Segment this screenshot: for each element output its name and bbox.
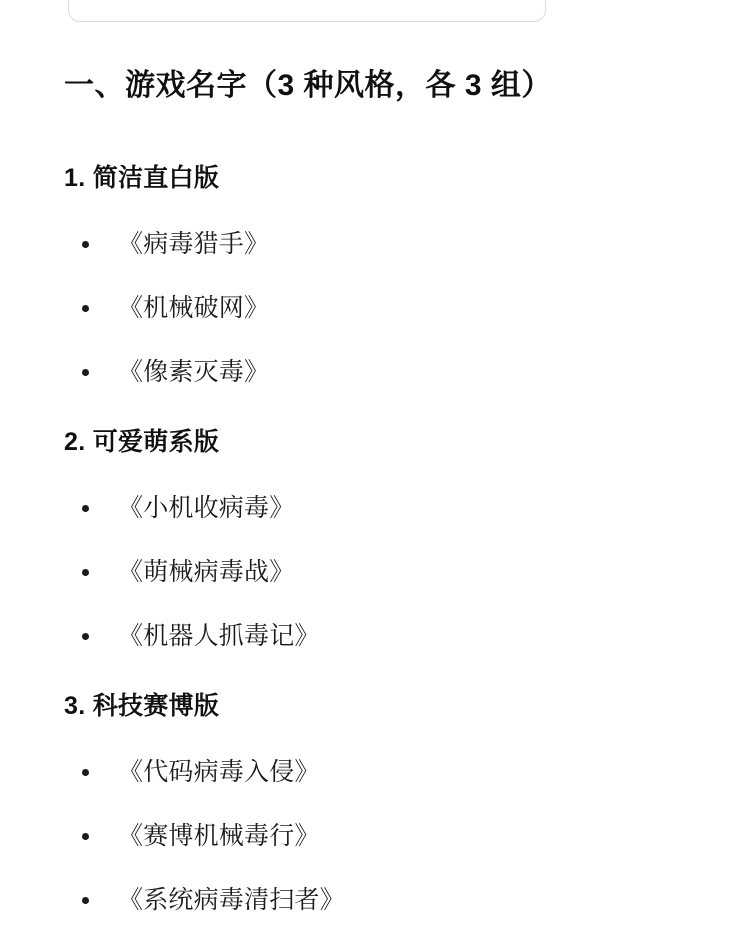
name-list-3 [64,740,684,932]
list-item: 《系统病毒清扫者》 [64,868,684,932]
list-item: 《机械破网》 [64,276,684,340]
name-list-1 [64,212,684,404]
group-heading-3: 3. 科技赛博版 [64,692,220,720]
name-list-2 [64,476,684,668]
list-item: 《代码病毒入侵》 [64,740,684,804]
list-item: 《萌械病毒战》 [64,540,684,604]
list-item: 《机器人抓毒记》 [64,604,684,668]
group-heading-2: 2. 可爱萌系版 [64,428,220,456]
list-item: 《像素灭毒》 [64,340,684,404]
list-item: 《小机收病毒》 [64,476,684,540]
group-heading-1: 1. 简洁直白版 [64,164,220,192]
page-title: 一、游戏名字（3 种风格，各 3 组） [64,69,552,102]
partial-card-above [68,0,546,22]
list-item: 《赛博机械毒行》 [64,804,684,868]
list-item: 《病毒猎手》 [64,212,684,276]
